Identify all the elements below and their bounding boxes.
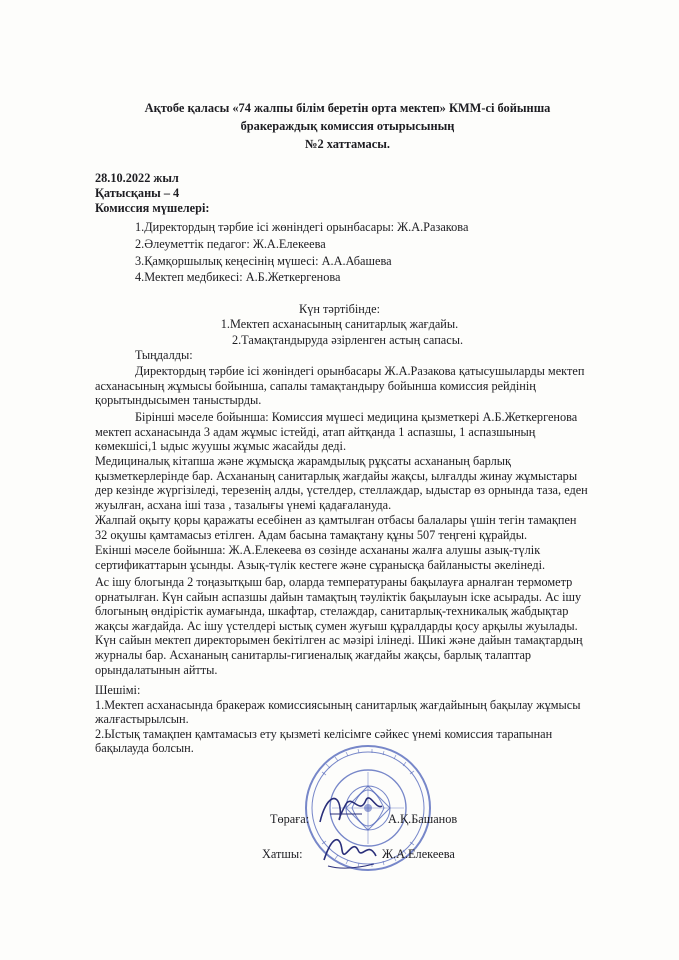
paragraph-line: Медициналық кітапша және жұмысқа жарамдылық рұқсаты асхананың барлық bbox=[95, 454, 512, 468]
paragraph-line: жақсы жағдайда. Ас ішу үстелдері ыстық сумен жуғыш құралдарды қосу арқылы жуылады. bbox=[95, 618, 578, 633]
secretary-label: Хатшы: bbox=[262, 847, 303, 861]
paragraph-line: Күн сайын мектеп директорымен бекітілген ас мәзірі ілінеді. Шикі және дайын тамақтардың bbox=[95, 633, 583, 648]
member-item: 1.Директордың тәрбие ісі жөніндегі орынбасары: Ж.А.Разакова bbox=[135, 220, 469, 234]
paragraph-line: жуылған, асхана іші таза , тазалығы үнемі қадағалануда. bbox=[95, 497, 392, 512]
secretary-signature-icon bbox=[318, 830, 382, 876]
paragraph-line: Жалпай оқыту қоры қаражаты есебінен аз қамтылған отбасы балалары үшін тегін тамақпен bbox=[95, 513, 577, 527]
paragraph-line: Ас ішу блогында 2 тоңазытқыш бар, оларда температураны бақылауға арналған термометр bbox=[95, 575, 573, 589]
paragraph-line: орнатылған. Күн сайын аспазшы дайын тамақтың тәуліктік бақылауын іске асырады. Ас ішу bbox=[95, 589, 582, 604]
agenda-heading: Күн тәртібінде: bbox=[299, 302, 380, 316]
paragraph-line: 32 оқушы қамтамасыз етілген. Адам басына тамақтану құны 507 теңгені құрайды. bbox=[95, 527, 528, 542]
paragraph-4 bbox=[95, 513, 615, 542]
paragraph-line: орындалатынын айтты. bbox=[95, 662, 218, 677]
paragraph-line: журналы бар. Асхананың санитарлы-гигиеналық жағдайы жақсы, барлық талаптар bbox=[95, 647, 532, 662]
chair-signature-icon bbox=[316, 786, 386, 832]
paragraph-1 bbox=[95, 364, 615, 408]
paragraph-line: көмекшісі,1 ыдыс жуушы жұмыс жасайды деді. bbox=[95, 439, 347, 454]
members-heading: Комиссия мүшелері: bbox=[95, 201, 210, 215]
paragraph-line: асханасының жұмысы бойынша, сапалы тамақтандыру бойынша комиссия рейдінің bbox=[95, 378, 536, 393]
decision-line: 2.Ыстық тамақпен қамтамасыз ету қызметі келісімге сәйкес үнемі комиссия тарапынан bbox=[95, 726, 553, 741]
decision-heading: Шешімі: bbox=[95, 683, 141, 697]
member-item: 4.Мектеп медбикесі: А.Б.Жеткергенова bbox=[135, 270, 341, 284]
chair-label: Төраға: bbox=[270, 812, 310, 826]
paragraph-line: Директордың тәрбие ісі жөніндегі орынбасары Ж.А.Разакова қатысушыларды мектеп bbox=[135, 364, 585, 378]
member-item: 3.Қамқоршылық кеңесінің мүшесі: А.А.Абашева bbox=[135, 254, 392, 268]
member-item: 2.Әлеуметтік педагог: Ж.А.Елекеева bbox=[135, 237, 326, 251]
document-title-line-3: №2 хаттамасы. bbox=[305, 137, 390, 151]
paragraph-line: қызметкерлерінде бар. Асхананың санитарлық жағдайы жақсы, ылғалды жинау жұмыстары bbox=[95, 468, 578, 483]
secretary-name: Ж.А.Елекеева bbox=[382, 847, 455, 861]
paragraph-line: мектеп асханасында 3 адам жұмыс істейді, атап айтқанда 1 аспазшы, 1 аспазшының bbox=[95, 424, 536, 439]
paragraph-2 bbox=[95, 410, 615, 454]
heard-heading: Тыңдалды: bbox=[135, 348, 193, 362]
decision-line: бақылауда болсын. bbox=[95, 741, 194, 756]
document-title-line-2: бракераждық комиссия отырысының bbox=[240, 119, 455, 133]
paragraph-3 bbox=[95, 454, 615, 512]
document-title-line-1: Ақтобе қаласы «74 жалпы білім беретін орта мектеп» КММ-сі бойынша bbox=[144, 101, 551, 115]
chair-name: А.Қ.Башанов bbox=[388, 812, 458, 826]
agenda-item: 1.Мектеп асханасының санитарлық жағдайы. bbox=[220, 317, 459, 331]
paragraph-6 bbox=[95, 575, 615, 677]
paragraph-line: сертификаттарын ұсынды. Азық-түлік кестеге және сұранысқа байланысты әкелінеді. bbox=[95, 557, 546, 572]
meeting-date: 28.10.2022 жыл bbox=[95, 171, 179, 185]
paragraph-line: қорытындысымен таныстырды. bbox=[95, 393, 262, 408]
paragraph-line: Екінші мәселе бойынша: Ж.А.Елекеева өз сөзінде асхананы жалға алушы азық-түлік bbox=[95, 543, 541, 557]
paragraph-5 bbox=[95, 543, 615, 572]
decision-line: жалғастырылсын. bbox=[95, 712, 189, 727]
paragraph-line: блогының өндірістік аумағында, шкафтар, стелаждар, санитарлық-техникалық жабдықтар bbox=[95, 604, 569, 619]
agenda-item: 2.Тамақтандыруда әзірленген астың сапасы. bbox=[231, 333, 464, 347]
paragraph-line: дер кезінде жүргізіледі, терезенің алды, үстелдер, стеллаждар, ыдыстар өз орнында таза, еден bbox=[95, 483, 588, 498]
decision-line: 1.Мектеп асханасында бракераж комиссиясының санитарлық жағдайының бақылау жұмысы bbox=[95, 697, 581, 712]
paragraph-line: Бірінші мәселе бойынша: Комиссия мүшесі медицина қызметкері А.Б.Жеткергенова bbox=[135, 410, 578, 424]
attendees-count: Қатысқаны – 4 bbox=[95, 186, 180, 200]
